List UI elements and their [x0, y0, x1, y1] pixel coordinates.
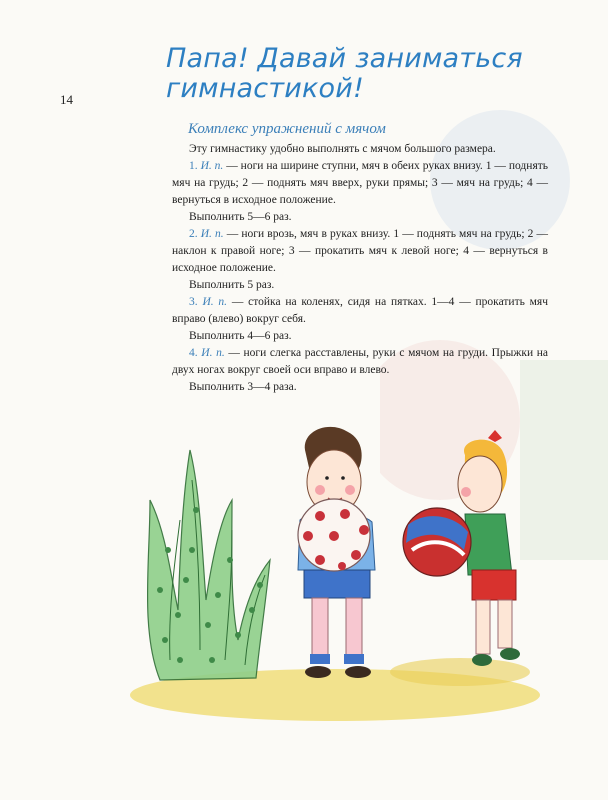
page-title	[166, 44, 526, 104]
striped-ball	[403, 508, 471, 576]
exercise-paragraph	[172, 226, 548, 277]
exercise-description: — ноги врозь, мяч в руках внизу. 1 — поднять мяч на грудь; 2 — наклон к правой ноге; 3 — прокатить мяч к левой ноге; 4 — вернуться в исходное положение.	[172, 228, 548, 274]
start-position-label: И. п.	[200, 160, 224, 172]
page-number: 14	[60, 92, 73, 107]
title-line-2: гимнастикой!	[166, 73, 365, 104]
exercise-text	[172, 141, 548, 396]
exercise-paragraph	[172, 294, 548, 328]
exercise-description: — стойка на коленях, сидя на пятках. 1—4 — прокатить мяч вправо (влево) вокруг себя.	[172, 296, 548, 325]
exercise-paragraph	[172, 345, 548, 379]
exercise-number: 3.	[189, 296, 198, 308]
children-playing-illustration	[120, 410, 540, 730]
repeat-instruction: Выполнить 3—4 раза.	[189, 381, 297, 393]
repeat-instruction: Выполнить 5 раз.	[189, 279, 275, 291]
exercise-number: 2.	[189, 228, 198, 240]
exercise-number: 1.	[189, 160, 198, 172]
dotted-ball	[298, 499, 370, 571]
start-position-label: И. п.	[200, 228, 224, 240]
section-subtitle: Комплекс упражнений с мячом	[188, 121, 386, 137]
title-line-1: Папа! Давай заниматься	[166, 43, 523, 74]
exercise-number: 4.	[189, 347, 198, 359]
repeat-instruction: Выполнить 4—6 раз.	[189, 330, 292, 342]
start-position-label: И. п.	[202, 296, 228, 308]
start-position-label: И. п.	[201, 347, 225, 359]
intro-paragraph: Эту гимнастику удобно выполнять с мячом большого размера.	[189, 143, 496, 155]
exercise-description: — ноги слегка расставлены, руки с мячом на груди. Прыжки на двух ногах вокруг своей оси вправо и влево.	[172, 347, 548, 376]
exercise-paragraph	[172, 158, 548, 209]
repeat-instruction: Выполнить 5—6 раз.	[189, 211, 292, 223]
exercise-description: — ноги на ширине ступни, мяч в обеих руках внизу. 1 — поднять мяч на грудь; 2 — поднять мяч вверх, руки прямы; 3 — мяч на грудь; 4 — вернуться в исходное положение.	[172, 160, 549, 206]
bush-illustration	[148, 450, 271, 680]
